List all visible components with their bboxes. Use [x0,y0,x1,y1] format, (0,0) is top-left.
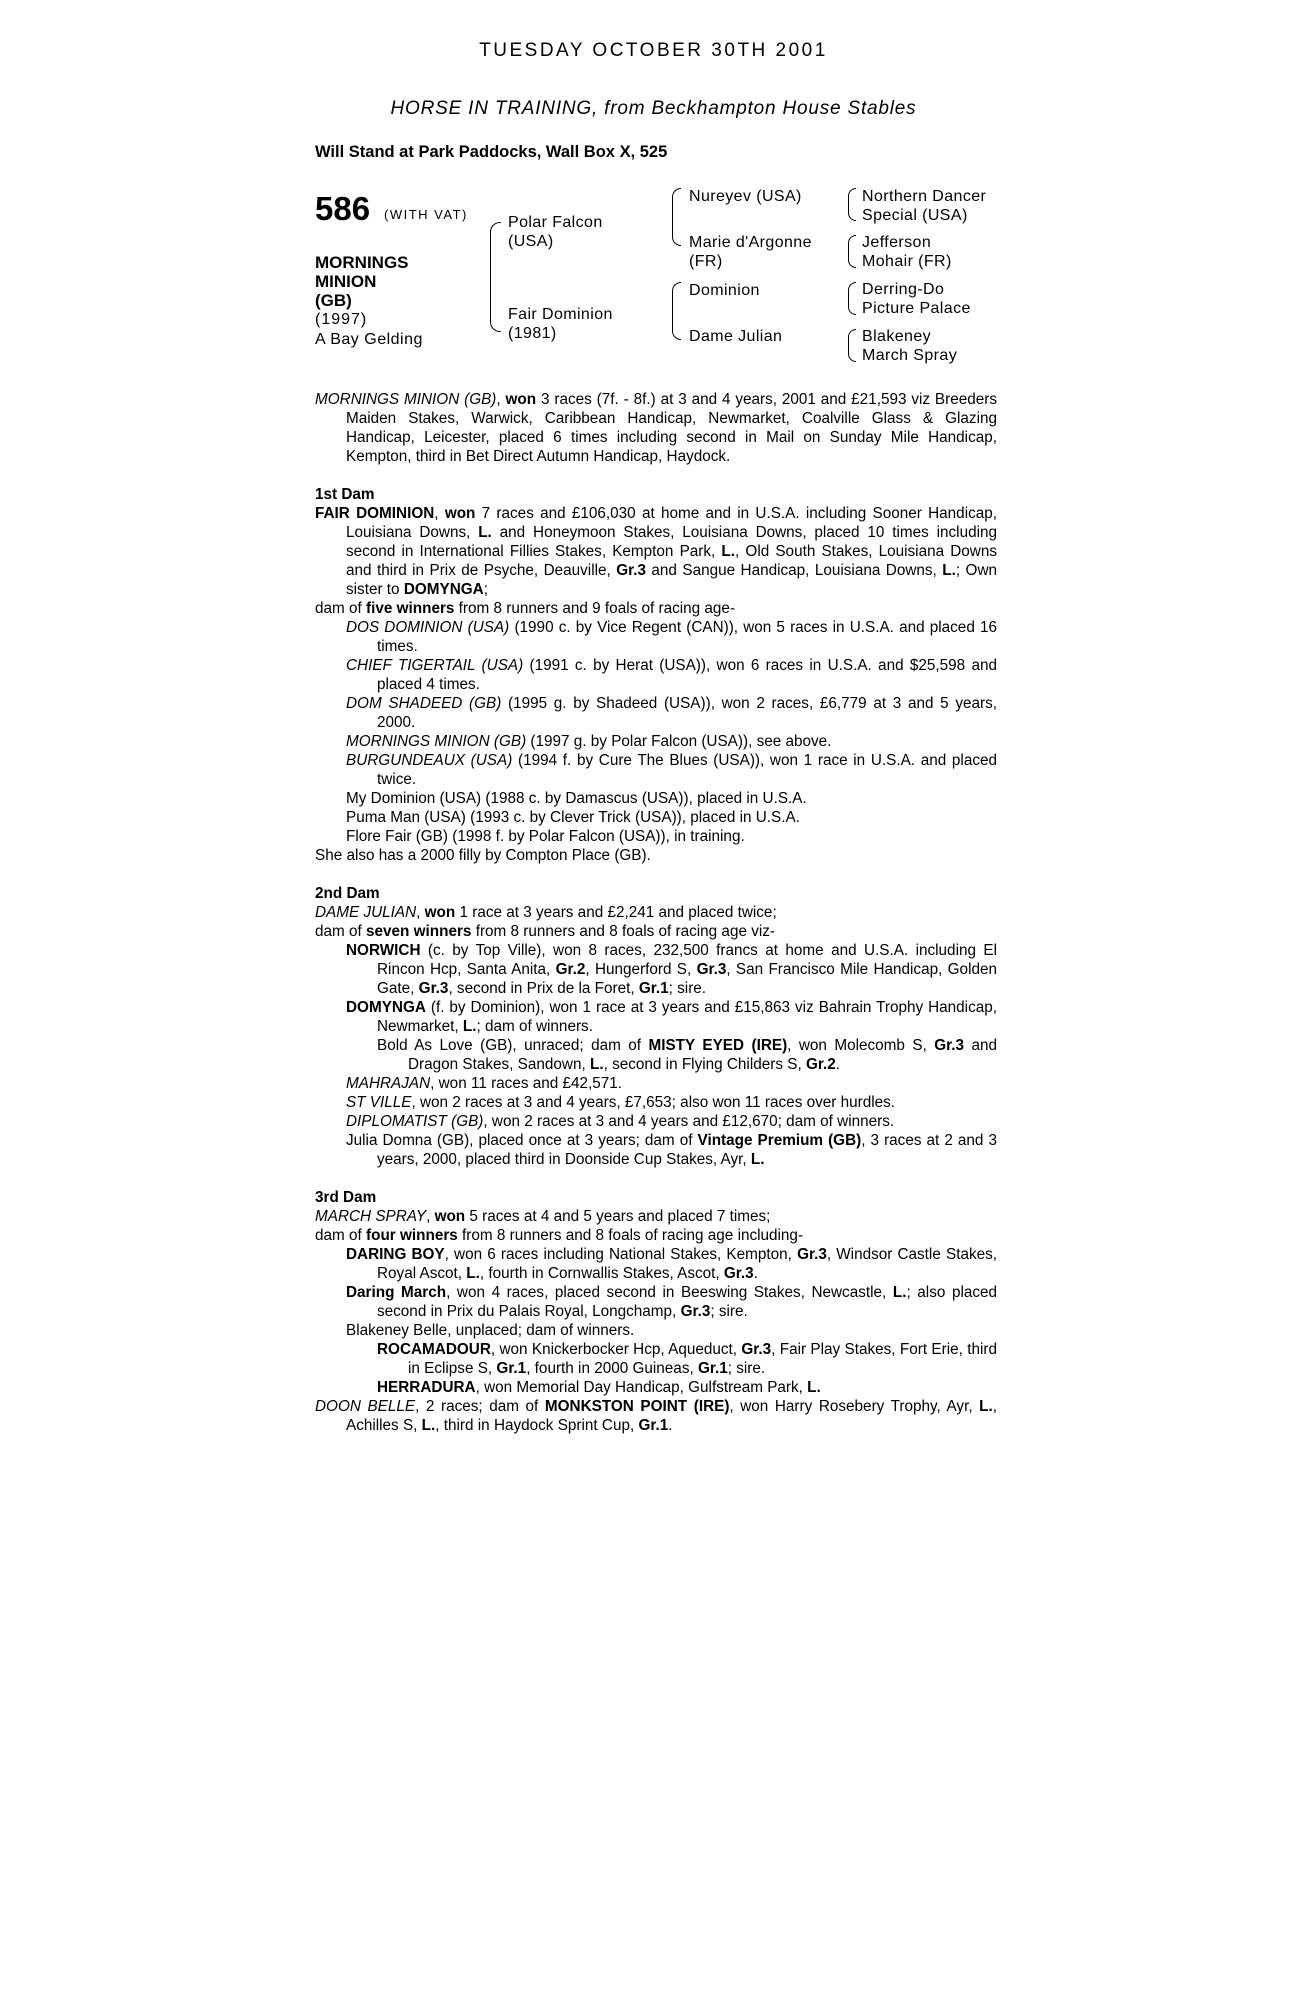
text-run: from 8 runners and 8 foals of racing age including- [457,1227,804,1244]
text-run: (1994 f. by Cure The Blues (USA)), won 1 race in U.S.A. and placed twice. [377,752,997,788]
lot-heading: HORSE IN TRAINING, from Beckhampton House Stables [390,98,917,119]
bold-text: won [505,391,537,408]
text-run: . [835,1056,840,1073]
text-run: 7 races and £106,030 at home and in U.S.A. including Sooner Handicap, Louisiana Downs, [346,505,998,541]
section-heading [315,1188,997,1207]
text-run: ; sire. [727,1360,766,1377]
text-run: , won Knickerbocker Hcp, Aqueduct, [490,1341,742,1358]
paragraph [315,1093,997,1112]
paragraph [315,1340,997,1378]
bold-text: Gr.2 [805,1056,836,1073]
bold-text: 1st Dam [315,486,375,503]
horse-name-line: MINION [315,272,377,291]
paragraph [315,922,997,941]
text-run: , San Francisco Mile Handicap, Golden Gate, [377,961,997,997]
bold-text: Gr.3 [680,1303,711,1320]
g3-pair-1 [862,187,986,225]
g3-pair-2 [862,233,952,271]
sire-dam [689,233,812,271]
g3-pair-3 [862,280,971,318]
section-heading [315,485,997,504]
horse-name-line: MORNINGS [315,253,409,272]
paragraph [315,1226,997,1245]
paragraph [315,1036,997,1074]
text-run: and Sangue Handicap, Louisiana Downs, [645,562,943,579]
bold-text: Gr.3 [723,1265,754,1282]
italic-name: DAME JULIAN [315,904,417,921]
italic-name: DOS DOMINION (USA) [346,619,510,636]
bold-text: L. [462,1018,477,1035]
text-run: She also has a 2000 filly by Compton Place (GB). [315,847,651,864]
sire-sire-name: Nureyev (USA) [689,188,802,205]
sire-dam-origin: (FR) [689,253,723,270]
text-run: My Dominion (USA) (1988 c. by Damascus (USA)), placed in U.S.A. [346,790,807,807]
text-run: , won Memorial Day Handicap, Gulfstream Park, [475,1379,808,1396]
bold-text: five winners [366,600,455,617]
sire-dam-name: Marie d'Argonne [689,234,812,251]
text-run: Blakeney Belle, unplaced; dam of winners. [346,1322,635,1339]
paragraph [315,789,997,808]
paragraph [315,1378,997,1397]
g3-ancestor: Special (USA) [862,207,968,224]
text-run: , [496,391,506,408]
text-run: and Honeymoon Stakes, Louisiana Downs, placed 10 times including second in International Fillies Stakes, Kempton Park, [346,524,997,560]
g3-ancestor: March Spray [862,347,958,364]
bold-text: L. [478,524,492,541]
horse-name-line: (GB) [315,291,352,310]
text-run: , 3 races at 2 and 3 years, 2000, placed third in Doonside Cup Stakes, Ayr, [377,1132,997,1168]
g3-brace-2 [848,235,856,268]
paragraph [315,808,997,827]
text-run: ; [483,581,488,598]
paragraph [315,732,997,751]
paragraph [315,618,997,656]
dam [508,305,613,343]
sire-name: Polar Falcon [508,214,603,231]
sire [508,213,603,251]
bold-text: Gr.3 [418,980,449,997]
bold-text: FAIR DOMINION [315,505,435,522]
paragraph [315,1321,997,1340]
sire-parents-brace [672,188,681,246]
text-run: (1997 g. by Polar Falcon (USA)), see above. [526,733,832,750]
text-run: , [416,904,425,921]
bold-text: DOMYNGA [346,999,426,1016]
bold-text: L. [750,1151,765,1168]
text-run: dam of [315,1227,367,1244]
text-run: from 8 runners and 9 foals of racing age- [454,600,736,617]
bold-text: 3rd Dam [315,1189,377,1206]
bold-text: MONKSTON POINT (IRE) [544,1398,730,1415]
text-run: , fourth in 2000 Guineas, [526,1360,698,1377]
text-run: 3 races (7f. - 8f.) at 3 and 4 years, 2001 and £21,593 viz Breeders Maiden Stakes, Warwick, Caribbean Handicap, Newmarket, Coalville Glass & Glazing Handicap, Leicester, placed 6 times including second in Mail on Sunday Mile Handicap, Kempton, third in Bet Direct Autumn Handicap, Haydock. [346,391,997,465]
horse-name [315,253,409,310]
foaling-year: (1997) [315,311,368,328]
text-run: Bold As Love (GB), unraced; dam of [377,1037,649,1054]
bold-text: MISTY EYED (IRE) [648,1037,788,1054]
italic-name: MORNINGS MINION (GB) [315,391,497,408]
bold-text: L. [979,1398,993,1415]
text-run: Flore Fair (GB) (1998 f. by Polar Falcon (USA)), in training. [346,828,745,845]
paragraph [315,1207,997,1226]
text-run: , won 2 races at 3 and 4 years and £12,670; dam of winners. [483,1113,895,1130]
text-run: (1995 g. by Shadeed (USA)), won 2 races, £6,779 at 3 and 5 years, 2000. [377,695,998,731]
bold-text: DARING BOY [346,1246,445,1263]
bold-text: won [424,904,456,921]
bold-text: Gr.1 [638,980,669,997]
g3-ancestor: Blakeney [862,328,932,345]
text-run: , Fair Play Stakes, Fort Erie, third in Eclipse S, [408,1341,997,1377]
bold-text: L. [892,1284,907,1301]
text-run: ; Own sister to [346,562,998,598]
text-run: , won 11 races and £42,571. [430,1075,623,1092]
bold-text: Gr.2 [555,961,586,978]
italic-name: MARCH SPRAY [315,1208,427,1225]
dam-sire-name: Dominion [689,282,760,299]
g3-pair-4 [862,327,957,365]
dam-dam [689,327,782,346]
paragraph [315,751,997,789]
text-run: . [668,1417,673,1434]
text-run: , won 2 races at 3 and 4 years, £7,653; also won 11 races over hurdles. [411,1094,896,1111]
bold-text: NORWICH [346,942,421,959]
text-run: 5 races at 4 and 5 years and placed 7 times; [465,1208,771,1225]
paragraph [315,504,997,599]
paragraph [315,694,997,732]
italic-name: ST VILLE [346,1094,412,1111]
italic-name: DIPLOMATIST (GB) [346,1113,484,1130]
text-run: , [426,1208,435,1225]
bold-text: DOMYNGA [403,581,484,598]
bold-text: Gr.3 [797,1246,827,1263]
text-run: ; sire. [668,980,707,997]
text-run: dam of [315,600,367,617]
italic-name: DOON BELLE [315,1398,416,1415]
bold-text: L. [721,543,736,560]
text-run: ; sire. [710,1303,748,1320]
italic-name: MAHRAJAN [346,1075,431,1092]
paragraph [315,599,997,618]
bold-text: L. [421,1417,436,1434]
italic-name: DOM SHADEED (GB) [346,695,502,712]
bold-text: Gr.3 [934,1037,965,1054]
paragraph [315,827,997,846]
horse-description: A Bay Gelding [315,331,423,348]
bold-text: Vintage Premium (GB) [697,1132,862,1149]
text-run: , Achilles S, [346,1398,997,1434]
text-run: ; also placed second in Prix du Palais Royal, Longchamp, [377,1284,998,1320]
text-run: (1991 c. by Herat (USA)), won 6 races in U.S.A. and $25,598 and placed 4 times. [377,657,997,693]
text-run: , won Harry Rosebery Trophy, Ayr, [729,1398,980,1415]
bold-text: L. [807,1379,821,1396]
text-run: , third in Haydock Sprint Cup, [435,1417,639,1434]
dam-dam-name: Dame Julian [689,328,783,345]
bold-text: ROCAMADOUR [377,1341,491,1358]
bold-text: won [444,505,476,522]
text-run: , fourth in Cornwallis Stakes, Ascot, [479,1265,724,1282]
italic-name: CHIEF TIGERTAIL (USA) [346,657,524,674]
g3-brace-4 [848,329,856,362]
vat-note: (WITH VAT) [384,207,468,222]
dam-parents-brace [672,282,681,340]
section-heading [315,884,997,903]
g3-ancestor: Derring-Do [862,281,945,298]
stand-location: Will Stand at Park Paddocks, Wall Box X, 525 [315,143,668,161]
text-run: from 8 runners and 8 foals of racing age viz- [471,923,775,940]
text-run: , 2 races; dam of [415,1398,545,1415]
paragraph [315,1245,997,1283]
text-run: (1990 c. by Vice Regent (CAN)), won 5 races in U.S.A. and placed 16 times. [377,619,997,655]
paragraph [315,656,997,694]
text-run: (f. by Dominion), won 1 race at 3 years and £15,863 viz Bahrain Trophy Handicap, Newmarket, [377,999,997,1035]
paragraph [315,390,997,466]
text-run: dam of [315,923,367,940]
text-run: , won Molecomb S, [787,1037,935,1054]
dam-year: (1981) [508,325,557,342]
pedigree-text [315,390,997,1435]
sire-origin: (USA) [508,233,554,250]
paragraph [315,1131,997,1169]
italic-name: BURGUNDEAUX (USA) [346,752,513,769]
dam-sire [689,281,760,300]
text-run: . [753,1265,758,1282]
text-run: and Dragon Stakes, Sandown, [408,1037,997,1073]
bold-text: L. [589,1056,604,1073]
bold-text: Gr.1 [697,1360,728,1377]
sire-dam-brace [490,222,501,332]
bold-text: L. [466,1265,480,1282]
text-run: , second in Flying Childers S, [603,1056,806,1073]
text-run: Puma Man (USA) (1993 c. by Clever Trick (USA)), placed in U.S.A. [346,809,800,826]
bold-text: HERRADURA [377,1379,476,1396]
bold-text: Gr.3 [696,961,727,978]
paragraph [315,1112,997,1131]
dam-name: Fair Dominion [508,306,613,323]
paragraph [315,941,997,998]
bold-text: 2nd Dam [315,885,380,902]
text-run: , second in Prix de la Foret, [448,980,639,997]
text-run: (c. by Top Ville), won 8 races, 232,500 francs at home and U.S.A. including El Rincon Hcp, Santa Anita, [377,942,997,978]
paragraph [315,1283,997,1321]
bold-text: Daring March [346,1284,447,1301]
paragraph [315,846,997,865]
sire-sire [689,187,802,206]
g3-ancestor: Mohair (FR) [862,253,952,270]
bold-text: L. [942,562,956,579]
text-run: , Windsor Castle Stakes, Royal Ascot, [377,1246,998,1282]
text-run: ; dam of winners. [476,1018,593,1035]
text-run: Julia Domna (GB), placed once at 3 years; dam of [346,1132,698,1149]
g3-brace-3 [848,282,856,315]
paragraph [315,1397,997,1435]
text-run: , Old South Stakes, Louisiana Downs and third in Prix de Psyche, Deauville, [346,543,997,579]
g3-brace-1 [848,188,856,221]
bold-text: Gr.1 [496,1360,527,1377]
paragraph [315,903,997,922]
g3-ancestor: Northern Dancer [862,188,987,205]
text-run: , won 4 races, placed second in Beeswing Stakes, Newcastle, [446,1284,893,1301]
bold-text: Gr.3 [741,1341,772,1358]
bold-text: seven winners [366,923,472,940]
bold-text: four winners [366,1227,458,1244]
bold-text: won [434,1208,466,1225]
lot-number: 586 [315,190,371,227]
paragraph [315,998,997,1036]
bold-text: Gr.1 [638,1417,669,1434]
text-run: , [434,505,445,522]
text-run: , Hungerford S, [585,961,697,978]
text-run: , won 6 races including National Stakes, Kempton, [444,1246,798,1263]
text-run: 1 race at 3 years and £2,241 and placed twice; [455,904,777,921]
g3-ancestor: Jefferson [862,234,932,251]
g3-ancestor: Picture Palace [862,300,971,317]
bold-text: Gr.3 [616,562,646,579]
sale-date: TUESDAY OCTOBER 30TH 2001 [479,40,828,61]
italic-name: MORNINGS MINION (GB) [346,733,527,750]
paragraph [315,1074,997,1093]
